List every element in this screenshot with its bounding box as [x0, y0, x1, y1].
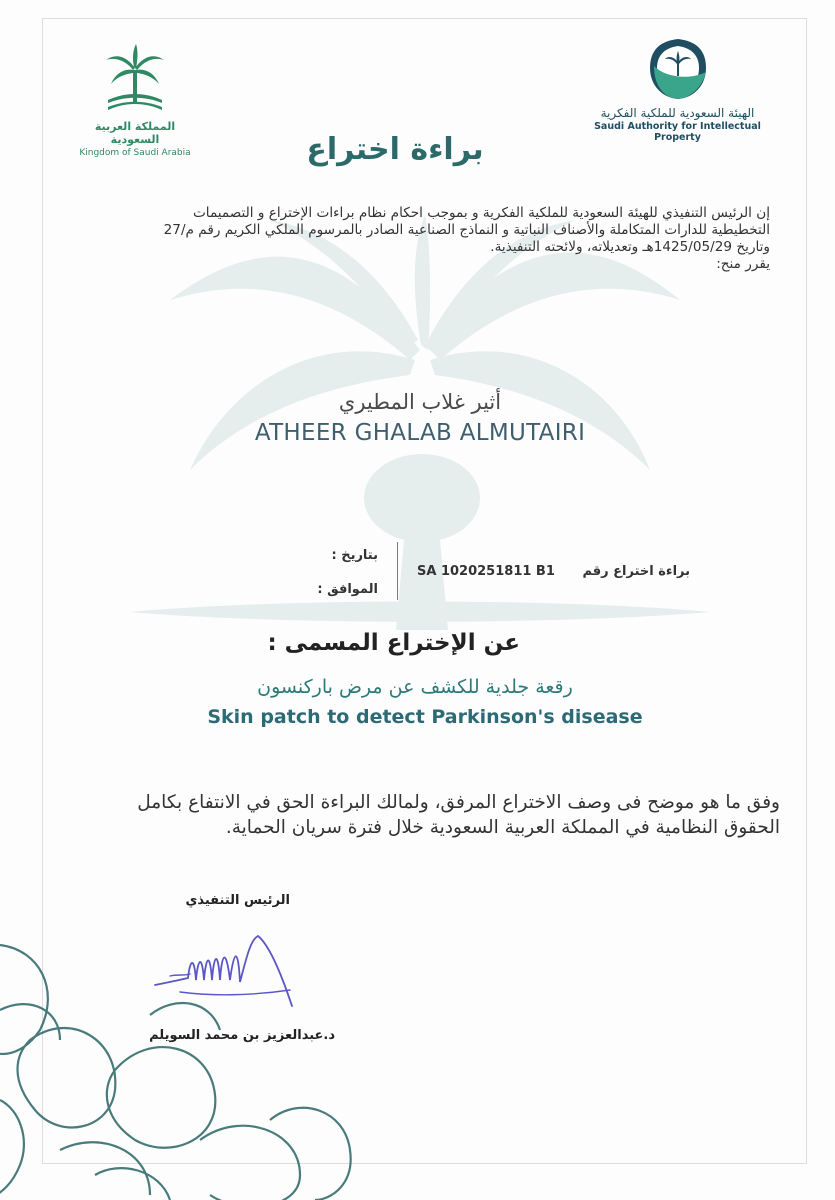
signatory-title: الرئيس التنفيذي: [185, 893, 290, 908]
preamble-line: التخطيطية للدارات المتكاملة والأصناف النباتية و النماذج الصناعية الصادر بالمرسوم الملكي الكريم رقم م/27: [163, 222, 770, 238]
invention-title-arabic: رقعة جلدية للكشف عن مرض باركنسون: [257, 676, 573, 698]
saip-shield-icon: [646, 36, 710, 102]
preamble-line: إن الرئيس التنفيذي للهيئة السعودية للملكية الفكرية و بموجب احكام نظام براءات الإختراع و التصميمات: [193, 205, 770, 221]
patent-number-label: براءة اختراع رقم: [582, 564, 690, 579]
rights-statement: [60, 790, 780, 840]
ksa-name-english: Kingdom of Saudi Arabia: [79, 148, 191, 158]
rights-line: وفق ما هو موضح فى وصف الاختراع المرفق، ولمالك البراءة الحق في الانتفاع بكامل: [137, 792, 780, 813]
preamble-line: وتاريخ 1425/05/29هـ وتعديلاته، ولائحته التنفيذية.: [490, 239, 770, 255]
patent-details: [300, 540, 690, 602]
saip-name-english: Saudi Authority for Intellectual Property: [594, 121, 761, 143]
rights-line: الحقوق النظامية في المملكة العربية السعودية خلال فترة سريان الحماية.: [225, 817, 780, 838]
ksa-name-arabic: المملكة العربية السعودية: [94, 120, 176, 146]
invention-title-english: Skin patch to detect Parkinson's disease: [207, 706, 643, 728]
grantee-name-arabic: أثير غلاب المطيري: [338, 390, 502, 414]
hijri-date-label: الموافق :: [317, 582, 378, 597]
preamble-text: [70, 205, 770, 273]
signatory-name: د.عبدالعزيز بن محمد السويلم: [149, 1028, 335, 1043]
grantee-name-english: ATHEER GHALAB ALMUTAIRI: [254, 420, 586, 446]
handwritten-signature: [150, 930, 310, 1015]
date-label: بتاريخ :: [331, 548, 378, 563]
divider: [397, 542, 398, 600]
palm-swords-icon: [100, 40, 170, 116]
ksa-emblem: [70, 40, 200, 158]
patent-number: SA 1020251811 B1: [417, 564, 555, 579]
saip-logo: [570, 36, 785, 143]
certificate-title: براءة اختراع: [306, 132, 484, 167]
invention-heading: عن الإختراع المسمى :: [267, 630, 520, 656]
preamble-line: يقرر منح:: [716, 256, 770, 272]
saip-name-arabic: الهيئة السعودية للملكية الفكرية: [600, 106, 755, 120]
